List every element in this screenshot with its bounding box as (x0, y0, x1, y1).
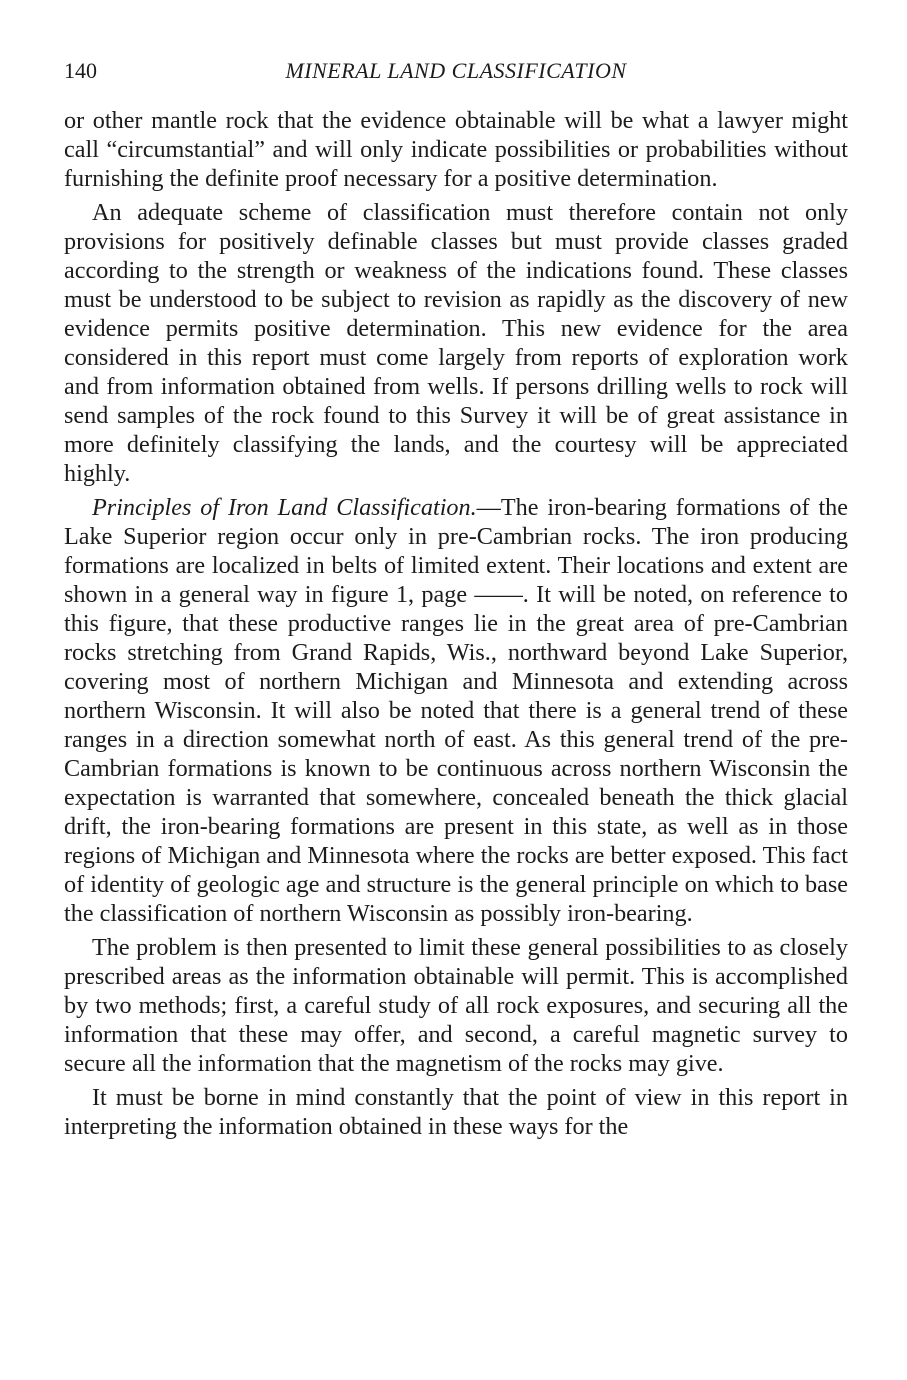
paragraph-point-of-view (64, 1083, 848, 1141)
paragraph-text: or other mantle rock that the evidence obtainable will be what a lawyer might call “circumstantial” and will only indicate possibilities or probabilities without furnishing the definite proof necessary for a positive determination. (64, 107, 848, 192)
body-text (64, 106, 848, 1141)
paragraph-classification-scheme (64, 198, 848, 488)
page-number: 140 (64, 58, 97, 83)
running-header (64, 52, 848, 88)
paragraph-problem (64, 933, 848, 1078)
paragraph-continued (64, 106, 848, 193)
paragraph-text: An adequate scheme of classification must therefore contain not only provisions for positively definable classes but must provide classes graded according to the strength or weakness of the indications found. These classes must be understood to be subject to revision as rapidly as the discovery of new evidence permits positive determination. This new evidence for the area considered in this report must come largely from reports of exploration work and from information obtained from wells. If persons drilling wells to rock will send samples of the rock found to this Survey it will be of great assistance in more definitely classifying the lands, and the courtesy will be appreciated highly. (64, 199, 848, 487)
running-title: MINERAL LAND CLASSIFICATION (285, 58, 627, 83)
paragraph-text: It must be borne in mind constantly that the point of view in this report in interpreting the information obtained in these ways for the (64, 1084, 848, 1140)
section-heading-inline: Principles of Iron Land Classification. (92, 494, 477, 521)
paragraph-principles (64, 493, 848, 928)
book-page (64, 52, 848, 1146)
paragraph-text: —The iron-bearing formations of the Lake Superior region occur only in pre-Cambrian rocks. The iron producing formations are localized in belts of limited extent. Their locations and extent are shown in a general way in figure 1, page ——. It will be noted, on reference to this figure, that these productive ranges lie in the great area of pre-Cambrian rocks stretching from Grand Rapids, Wis., northward beyond Lake Superior, covering most of northern Michigan and Minnesota and extending across northern Wisconsin. It will also be noted that there is a general trend of these ranges in a direction somewhat north of east. As this general trend of the pre-Cambrian formations is known to be continuous across northern Wisconsin the expectation is warranted that somewhere, concealed beneath the thick glacial drift, the iron-bearing formations are present in this state, as well as in those regions of Michigan and Minnesota where the rocks are better exposed. This fact of identity of geologic age and structure is the general principle on which to base the classification of northern Wisconsin as possibly iron-bearing. (64, 494, 848, 927)
paragraph-text: The problem is then presented to limit these general possibilities to as closely prescribed areas as the information obtainable will permit. This is accomplished by two methods; first, a careful study of all rock exposures, and securing all the information that these may offer, and second, a careful magnetic survey to secure all the information that the magnetism of the rocks may give. (64, 934, 848, 1077)
